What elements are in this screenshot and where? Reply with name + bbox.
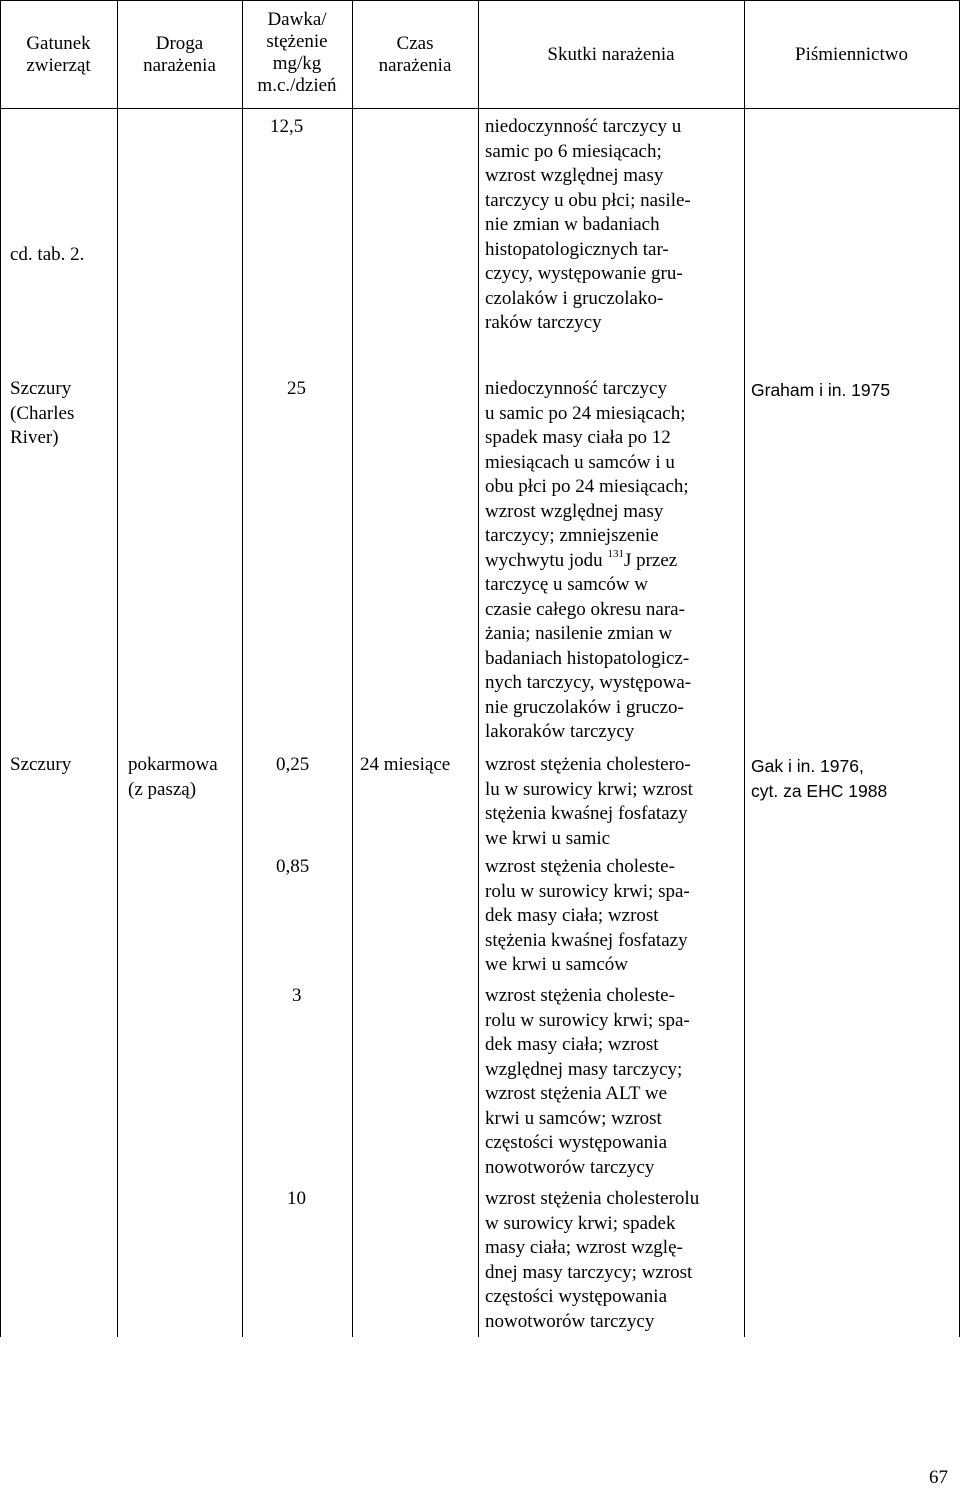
effects-cell: wzrost stężenia choleste- rolu w surowicy krwi; spa- dek masy ciała; wzrost względnej masy tarczycy; wzrost stężenia ALT we krwi u samców; wzrost częstości występowania nowotworów tarczycy xyxy=(485,985,690,1178)
header-rule xyxy=(0,0,960,1)
species-cell: Szczury xyxy=(10,754,72,775)
effects-cell: wzrost stężenia choleste- rolu w surowicy krwi; spa- dek masy ciała; wzrost stężenia kwaśnej fosfatazy we krwi u samców xyxy=(485,856,690,975)
column-rule xyxy=(352,0,353,1337)
dose-cell: 10 xyxy=(287,1188,306,1209)
effects-cell: niedoczynność tarczycy u samic po 6 miesiącach; wzrost względnej masy tarczycy u obu płci; nasile- nie zmian w badaniach histopatologicznych tar- czycy, występowanie gru- czolaków i gruczolako- raków tarczycy xyxy=(485,116,691,333)
literature-cell: Gak i in. 1976, cyt. za EHC 1988 xyxy=(751,756,888,801)
header-dose: Dawka/ stężenie mg/kg m.c./dzień xyxy=(257,9,337,96)
route-cell: pokarmowa (z paszą) xyxy=(128,754,218,800)
effects-text: J przez tarczycę u samców w czasie całego okresu nara- żania; nasilenie zmian w badaniach histopatologicz- nych tarczycy, występowa- nie gruczolaków i gruczo- lakoraków tarczycy xyxy=(485,549,692,742)
literature-cell: Graham i in. 1975 xyxy=(751,380,891,400)
column-rule xyxy=(242,0,243,1337)
header-time: Czas narażenia xyxy=(378,33,452,76)
column-rule xyxy=(744,0,745,1337)
column-rule xyxy=(478,0,479,1337)
effects-text: niedoczynność tarczycy u samic po 24 miesiącach; spadek masy ciała po 12 miesiącach u samców i u obu płci po 24 miesiącach; wzrost względnej masy tarczycy; zmniejszenie wychwytu jodu xyxy=(485,378,689,571)
column-rule xyxy=(0,0,1,1337)
dose-cell: 3 xyxy=(292,985,302,1006)
dose-cell: 25 xyxy=(287,378,306,399)
header-route: Droga narażenia xyxy=(143,33,216,76)
dose-cell: 0,25 xyxy=(276,754,310,775)
time-cell: 24 miesiące xyxy=(360,754,451,775)
page-number: 67 xyxy=(929,1467,948,1488)
continuation-label: cd. tab. 2. xyxy=(10,244,85,265)
header-species: Gatunek zwierząt xyxy=(26,33,91,76)
header-literature: Piśmiennictwo xyxy=(795,44,908,65)
effects-cell xyxy=(485,377,741,745)
superscript-isotope: 131 xyxy=(607,547,624,560)
dose-cell: 12,5 xyxy=(270,116,304,137)
dose-cell: 0,85 xyxy=(276,856,310,877)
effects-cell: wzrost stężenia cholesterolu w surowicy krwi; spadek masy ciała; wzrost wzglę- dnej masy tarczycy; wzrost częstości występowania nowotworów tarczycy xyxy=(485,1188,700,1332)
column-rule xyxy=(117,0,118,1337)
species-cell: Szczury (Charles River) xyxy=(10,378,75,448)
header-effects: Skutki narażenia xyxy=(547,44,675,65)
header-rule xyxy=(0,108,960,109)
effects-cell: wzrost stężenia cholestero- lu w surowicy krwi; wzrost stężenia kwaśnej fosfatazy we krwi u samic xyxy=(485,754,693,849)
